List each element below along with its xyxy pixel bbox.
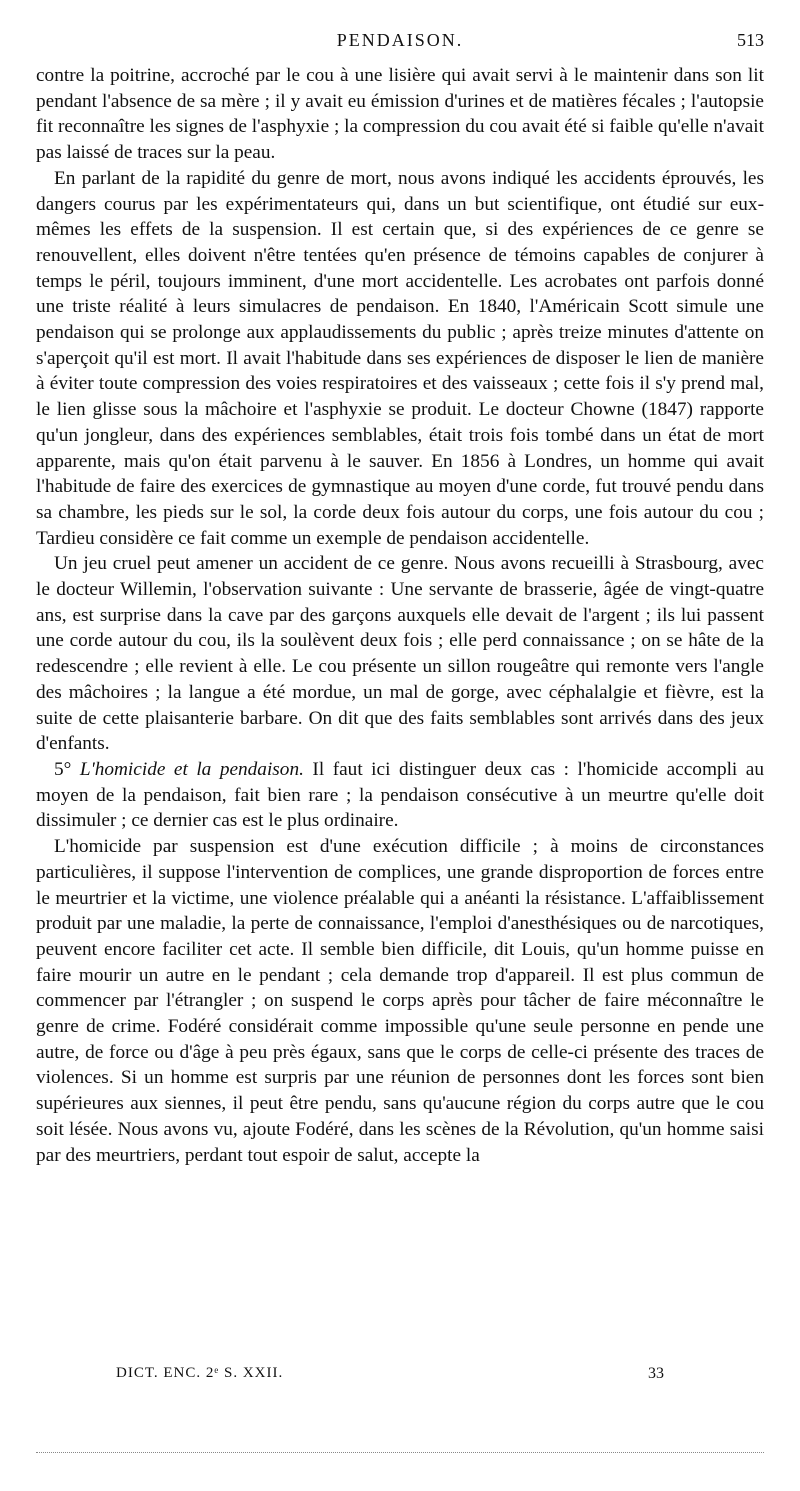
printer-signature: DICT. ENC. 2ᵉ S. XXII.: [116, 1365, 284, 1381]
running-title: PENDAISON.: [336, 30, 464, 50]
section-number: 5°: [54, 758, 72, 780]
page-number: 513: [737, 30, 764, 50]
section-text: Il faut ici distinguer deux cas : l'homicide accompli au moyen de la pendaison, fait bien rare ; la pendaison consécutive à un meurtre qu'elle doit dissimuler ; ce dernier cas est le plus ordinaire.: [36, 758, 764, 832]
paragraph-continuation: contre la poitrine, accroché par le cou à une lisière qui avait servi à le maintenir dans son lit pendant l'absence de sa mère ; il y avait eu émission d'urines et de matières fécales ; l'autopsie fit reconnaître les signes de l'asphyxie ; la compression du cou avait été si faible qu'elle n'avait pas laissé de traces sur la peau.: [36, 65, 764, 164]
sheet-number: 33: [648, 1365, 664, 1382]
section-heading: L'homicide et la pendaison.: [79, 758, 304, 780]
page-header: [36, 30, 764, 56]
section-homicide: [36, 757, 764, 834]
paragraph-experiments: En parlant de la rapidité du genre de mort, nous avons indiqué les accidents éprouvés, les dangers courus par les expérimentateurs qui, dans un but scientifique, ont étudié sur eux-mêmes les effets de la suspension. Il est certain que, si des expériences de ce genre se renouvellent, elles doivent n'être tentées qu'en présence de témoins capables de conjurer à temps le péril, toujours imminent, d'une mort accidentelle. Les acrobates ont parfois donné une triste réalité à leurs simulacres de pendaison. En 1840, l'Américain Scott simule une pendaison qui se prolonge aux applaudissements du public ; après treize minutes d'attente on s'aperçoit qu'il est mort. Il avait l'habitude dans ses expériences de disposer le lien de manière à éviter toute compression des voies respiratoires et des vaisseaux ; cette fois il s'y prend mal, le lien glisse sous la mâchoire et l'asphyxie se produit. Le docteur Chowne (1847) rapporte qu'un jongleur, dans des expériences semblables, était trois fois tombé dans un état de mort apparente, mais qu'on était parvenu à le sauver. En 1856 à Londres, un homme qui avait l'habitude de faire des exercices de gymnastique au moyen d'une corde, fut trouvé pendu dans sa chambre, les pieds sur le sol, la corde deux fois autour du corps, une fois autour du cou ; Tardieu considère ce fait comme un exemple de pendaison accidentelle.: [36, 167, 764, 549]
bottom-dotted-rule: [36, 1452, 764, 1453]
paragraph-homicide-suspension: L'homicide par suspension est d'une exécution difficile ; à moins de circonstances particulières, il suppose l'intervention de complices, une grande disproportion de forces entre le meurtrier et la victime, une violence préalable qui a anéanti la résistance. L'affaiblissement produit par une maladie, la perte de connaissance, l'emploi d'anesthésiques ou de narcotiques, peuvent encore faciliter cet acte. Il semble bien difficile, dit Louis, qu'un homme puisse en faire mourir un autre en le pendant ; cela demande trop d'appareil. Il est plus commun de commencer par l'étrangler ; on suspend le corps après pour tâcher de faire méconnaître le genre de crime. Fodéré considérait comme impossible qu'une seule personne en pende une autre, de force ou d'âge à peu près égaux, sans que le corps de celle-ci présente des traces de violences. Si un homme est surpris par une réunion de personnes dont les forces sont bien supérieures aux siennes, il peut être pendu, sans qu'aucune région du corps autre que le cou soit lésée. Nous avons vu, ajoute Fodéré, dans les scènes de la Révolution, qu'un homme saisi par des meurtriers, perdant tout espoir de salut, accepte la: [36, 836, 764, 1166]
page-body: [36, 63, 764, 1168]
page-footer: [36, 1365, 764, 1389]
paragraph-cruel-game: Un jeu cruel peut amener un accident de ce genre. Nous avons recueilli à Strasbourg, avec le docteur Willemin, l'observation suivante : Une servante de brasserie, âgée de vingt-quatre ans, est surprise dans la cave par des garçons auxquels elle devait de l'argent ; ils lui passent une corde autour du cou, ils la soulèvent deux fois ; elle perd connaissance ; on se hâte de la redescendre ; elle revient à elle. Le cou présente un sillon rougeâtre qui remonte vers l'angle des mâchoires ; la langue a été mordue, un mal de gorge, avec céphalalgie et fièvre, est la suite de cette plaisanterie barbare. On dit que des faits semblables sont arrivés dans des jeux d'enfants.: [36, 553, 764, 755]
